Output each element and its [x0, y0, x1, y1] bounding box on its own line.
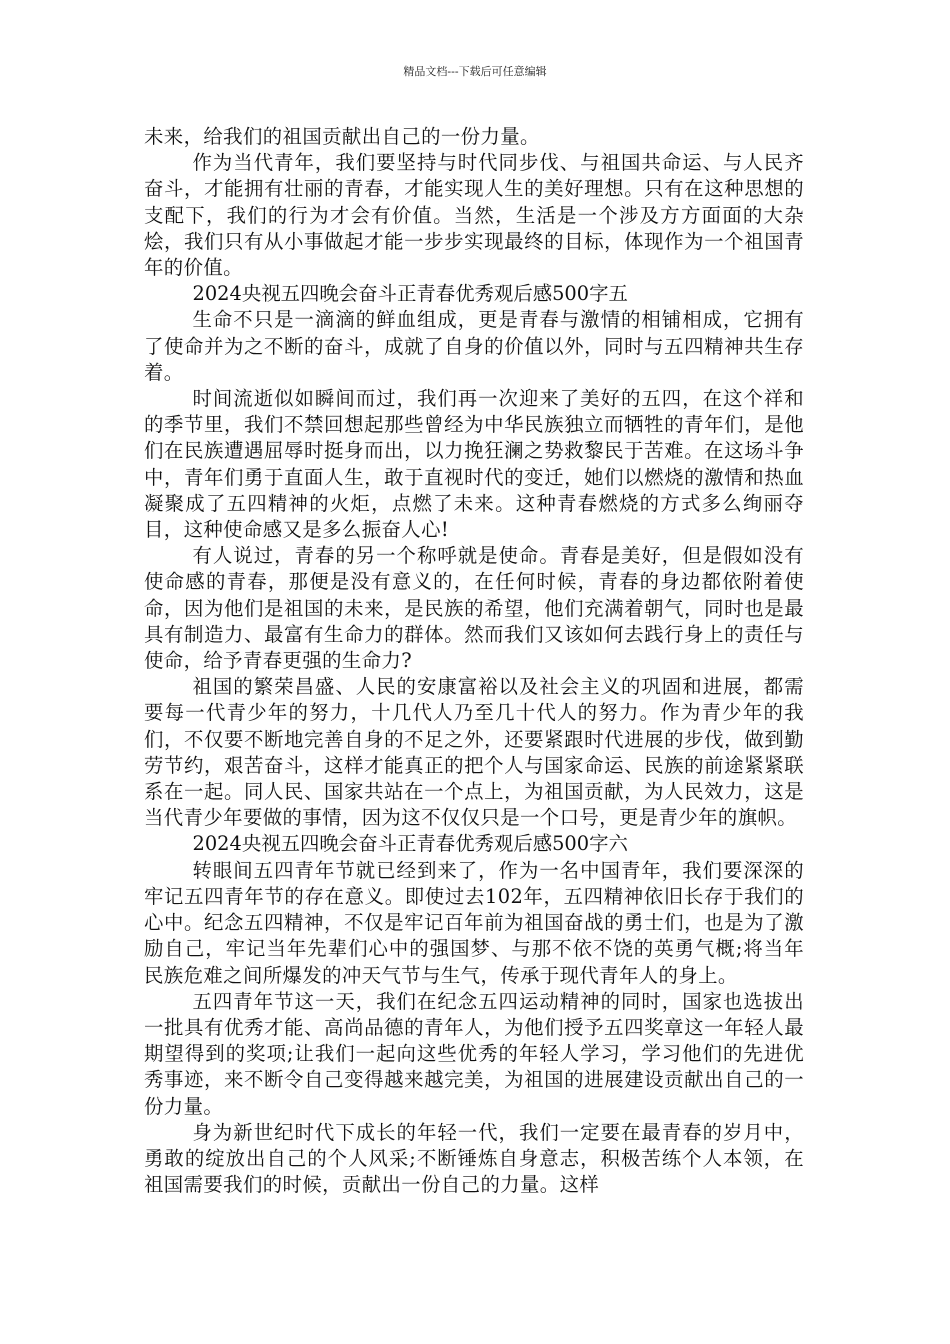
paragraph-8: 五四青年节这一天，我们在纪念五四运动精神的同时，国家也选拔出一批具有优秀才能、高尚品德的青年人，为他们授予五四奖章这一年轻人最期望得到的奖项;让我们一起向这些优秀的年轻人学习，学习他们的先进优秀事迹，来不断令自己变得越来越完美，为祖国的进展建设贡献出自己的一份力量。 — [144, 989, 804, 1118]
section-title-6: 2024央视五四晚会奋斗正青春优秀观后感500字六 — [192, 832, 628, 856]
document-body — [144, 124, 804, 1198]
paragraph-3: 生命不只是一滴滴的鲜血组成，更是青春与激情的相铺相成，它拥有了使命并为之不断的奋斗，成就了自身的价值以外，同时与五四精神共生存着。 — [144, 308, 804, 384]
paragraph-5: 有人说过，青春的另一个称呼就是使命。青春是美好，但是假如没有使命感的青春，那便是没有意义的，在任何时候，青春的身边都依附着使命，因为他们是祖国的未来，是民族的希望，他们充满着朝气，同时也是最具有制造力、最富有生命力的群体。然而我们又该如何去践行身上的责任与使命，给予青春更强的生命力? — [144, 544, 804, 673]
section-title-5: 2024央视五四晚会奋斗正青春优秀观后感500字五 — [192, 282, 628, 306]
paragraph-9: 身为新世纪时代下成长的年轻一代，我们一定要在最青春的岁月中，勇敢的绽放出自己的个人风采;不断锤炼自身意志，积极苦练个人本领，在祖国需要我们的时候，贡献出一份自己的力量。这样 — [144, 1120, 804, 1197]
paragraph-7: 转眼间五四青年节就已经到来了，作为一名中国青年，我们要深深的牢记五四青年节的存在意义。即使过去102年，五四精神依旧长存于我们的心中。纪念五四精神，不仅是牢记百年前为祖国奋战的勇士们，也是为了激励自己，牢记当年先辈们心中的强国梦、与那不依不饶的英勇气概;将当年民族危难之间所爆发的冲天气节与生气，传承于现代青年人的身上。 — [144, 858, 804, 987]
paragraph-6: 祖国的繁荣昌盛、人民的安康富裕以及社会主义的巩固和进展，都需要每一代青少年的努力，十几代人乃至几十代人的努力。作为青少年的我们，不仅要不断地完善自身的不足之外，还要紧跟时代进展的步伐，做到勤劳节约，艰苦奋斗，这样才能真正的把个人与国家命运、民族的前途紧紧联系在一起。同人民、国家共站在一个点上，为祖国贡献，为人民效力，这是当代青少年要做的事情，因为这不仅仅只是一个口号，更是青少年的旗帜。 — [144, 675, 804, 830]
page-header: 精品文档---下载后可任意编辑 — [403, 65, 547, 78]
paragraph-2: 作为当代青年，我们要坚持与时代同步伐、与祖国共命运、与人民齐奋斗，才能拥有壮丽的青春，才能实现人生的美好理想。只有在这种思想的支配下，我们的行为才会有价值。当然，生活是一个涉及方方面面的大杂烩，我们只有从小事做起才能一步步实现最终的目标，体现作为一个祖国青年的价值。 — [144, 151, 804, 280]
paragraph-4: 时间流逝似如瞬间而过，我们再一次迎来了美好的五四，在这个祥和的季节里，我们不禁回想起那些曾经为中华民族独立而牺牲的青年们，是他们在民族遭遇屈辱时挺身而出，以力挽狂澜之势救黎民于苦难。在这场斗争中，青年们勇于直面人生，敢于直视时代的变迁，她们以燃烧的激情和热血凝聚成了五四精神的火炬，点燃了未来。这种青春燃烧的方式多么绚丽夺目，这种使命感又是多么振奋人心! — [144, 387, 804, 542]
paragraph-1: 未来，给我们的祖国贡献出自己的一份力量。 — [144, 125, 540, 148]
